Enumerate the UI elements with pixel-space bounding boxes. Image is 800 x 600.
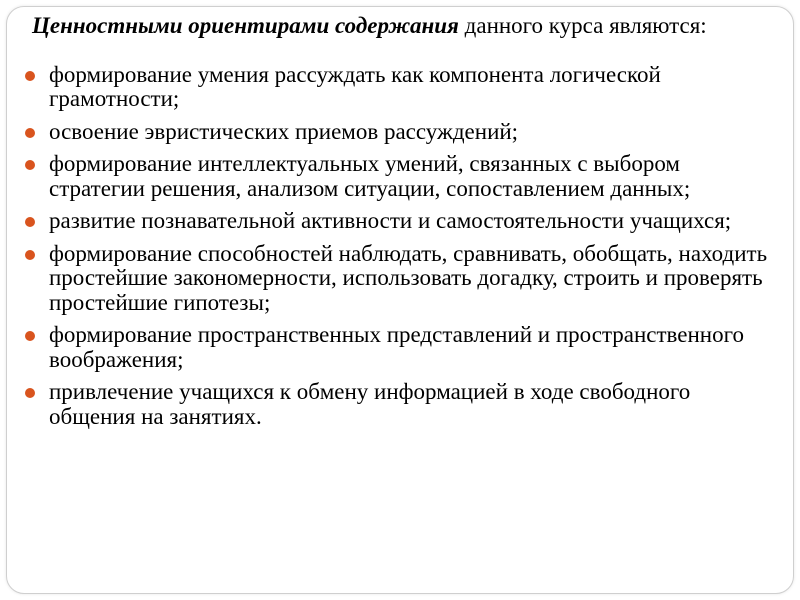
bullet-icon xyxy=(25,160,35,170)
slide-content xyxy=(20,14,778,437)
list-item-text: формирование интеллектуальных умений, связанных с выбором стратегии решения, анализом ситуации, сопоставлением данных; xyxy=(49,151,691,201)
list-item xyxy=(20,323,778,372)
intro-rest: данного курса являются: xyxy=(458,13,707,38)
list-item-text: формирование умения рассуждать как компонента логической грамотности; xyxy=(49,61,661,111)
bullet-icon xyxy=(25,71,35,81)
list-item xyxy=(20,209,778,234)
list-item-text: привлечение учащихся к обмену информацией в ходе свободного общения на занятиях. xyxy=(49,379,691,429)
bullet-icon xyxy=(25,128,35,138)
list-item xyxy=(20,120,778,145)
list-item-text: освоение эвристических приемов рассуждений; xyxy=(49,118,519,144)
list-item xyxy=(20,380,778,429)
bullet-icon xyxy=(25,331,35,341)
list-item xyxy=(20,242,778,316)
list-item-text: развитие познавательной активности и самостоятельности учащихся; xyxy=(49,208,732,233)
bullet-icon xyxy=(25,217,35,227)
bullet-icon xyxy=(25,250,35,260)
intro-emphasis: Ценностными ориентирами содержания xyxy=(32,13,459,38)
list-item-text: формирование способностей наблюдать, сравнивать, обобщать, находить простейшие закономерности, использовать догадку, строить и проверять простейшие гипотезы; xyxy=(49,240,768,315)
value-orientations-list xyxy=(20,63,778,430)
list-item xyxy=(20,63,778,112)
bullet-icon xyxy=(25,388,35,398)
list-item xyxy=(20,152,778,201)
list-item-text: формирование пространственных представлений и пространственного воображения; xyxy=(49,322,744,372)
intro-paragraph xyxy=(20,14,778,39)
